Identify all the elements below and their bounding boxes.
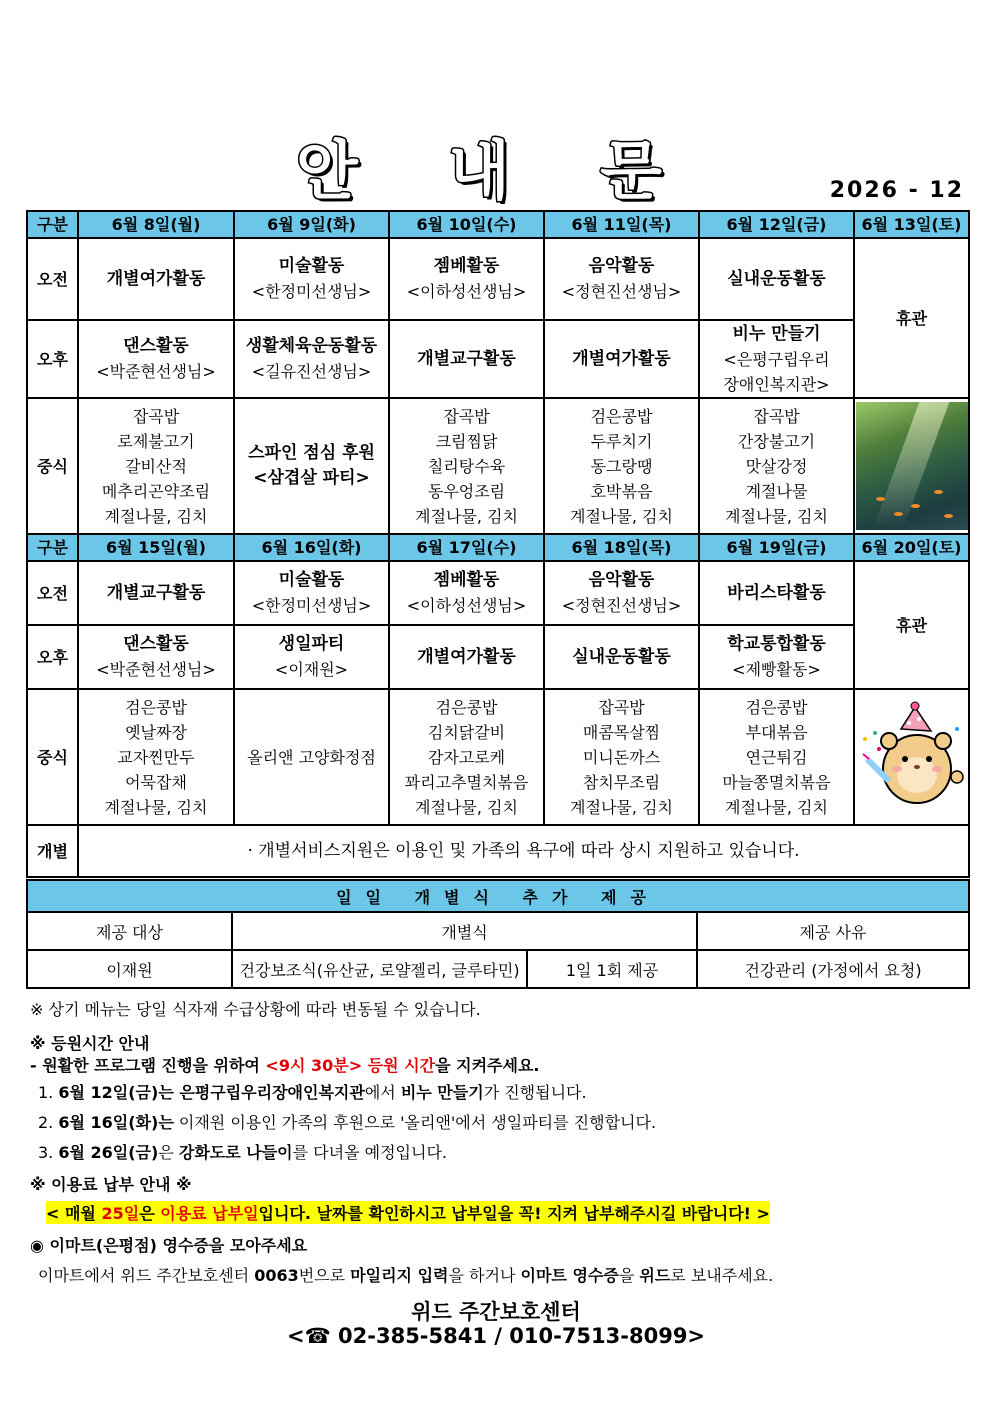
extra-meal-table — [26, 879, 970, 989]
extra-header: 개별식 — [232, 912, 697, 950]
extra-header: 제공 사유 — [697, 912, 969, 950]
activity-cell: 실내운동활동 — [544, 625, 699, 689]
extra-header-row — [27, 912, 969, 950]
menu-cell: 잡곡밥 간장불고기 맛살강정 계절나물 계절나물, 김치 — [699, 398, 854, 534]
hamster-party-icon — [857, 699, 967, 809]
header-label: 구분 — [27, 211, 78, 238]
menu-cell: 잡곡밥 로제불고기 갈비산적 메추리곤약조림 계절나물, 김치 — [78, 398, 234, 534]
activity-cell: 개별여가활동 — [544, 320, 699, 398]
day-header: 6월 16일(화) — [234, 534, 389, 561]
menu-cell: 검은콩밥 옛날짜장 교자찐만두 어묵잡채 계절나물, 김치 — [78, 689, 234, 825]
closed-cell: 휴관 — [854, 238, 969, 398]
emart-heading: ◉ 이마트(은평점) 영수증을 모아주세요 — [30, 1236, 308, 1255]
week2-lunch-row — [27, 689, 969, 825]
menu-cell: 검은콩밥 김치닭갈비 감자고로케 꽈리고추멸치볶음 계절나물, 김치 — [389, 689, 544, 825]
activity-cell: 개별여가활동 — [78, 238, 234, 320]
notice-item-3: 3. 6월 26일(금)은 강화도로 나들이를 다녀올 예정입니다. — [38, 1143, 448, 1162]
activity-cell: 학교통합활동 <제빵활동> — [699, 625, 854, 689]
emart-line: 이마트에서 위드 주간보호센터 0063번으로 마일리지 입력을 하거나 이마트 영수증을 위드로 보내주세요. — [38, 1266, 774, 1285]
menu-cell: 검은콩밥 부대볶음 연근튀김 마늘쫑멸치볶음 계절나물, 김치 — [699, 689, 854, 825]
individual-note: · 개별서비스지원은 이용인 및 가족의 욕구에 따라 상시 지원하고 있습니다. — [78, 825, 969, 877]
notice-item-1: 1. 6월 12일(금)는 은평구립우리장애인복지관에서 비누 만들기가 진행됩니다. — [38, 1083, 587, 1102]
extra-cell: 1일 1회 제공 — [527, 950, 697, 988]
week2-am-row — [27, 561, 969, 625]
activity-cell: 미술활동 <한정미선생님> — [234, 238, 389, 320]
activity-cell: 미술활동 <한정미선생님> — [234, 561, 389, 625]
day-header: 6월 15일(월) — [78, 534, 234, 561]
activity-cell: 바리스타활동 — [699, 561, 854, 625]
weekly-schedule-table — [26, 210, 970, 878]
menu-cell: 스파인 점심 후원 <삼겹살 파티> — [234, 398, 389, 534]
row-label-individual: 개별 — [27, 825, 78, 877]
row-label-pm: 오후 — [27, 625, 78, 689]
week1-lunch-row — [27, 398, 969, 534]
row-label-lunch: 중식 — [27, 398, 78, 534]
activity-cell: 개별여가활동 — [389, 625, 544, 689]
activity-cell: 음악활동 <정현진선생님> — [544, 561, 699, 625]
extra-banner: 일일 개별식 추가 제공 — [27, 880, 969, 912]
day-header: 6월 20일(토) — [854, 534, 969, 561]
activity-cell: 비누 만들기 <은평구립우리 장애인복지관> — [699, 320, 854, 398]
row-label-pm: 오후 — [27, 320, 78, 398]
header-label: 구분 — [27, 534, 78, 561]
activity-cell: 실내운동활동 — [699, 238, 854, 320]
week1-am-row — [27, 238, 969, 320]
photo-cell — [854, 398, 969, 534]
activity-cell: 개별교구활동 — [389, 320, 544, 398]
row-label-lunch: 중식 — [27, 689, 78, 825]
center-name: 위드 주간보호센터 — [411, 1300, 581, 1324]
activity-cell: 생일파티 <이재원> — [234, 625, 389, 689]
menu-cell: 검은콩밥 두루치기 동그랑땡 호박볶음 계절나물, 김치 — [544, 398, 699, 534]
activity-cell: 댄스활동 <박준현선생님> — [78, 320, 234, 398]
week2-header-row — [27, 534, 969, 561]
day-header: 6월 13일(토) — [854, 211, 969, 238]
row-label-am: 오전 — [27, 238, 78, 320]
individual-row — [27, 825, 969, 877]
fee-heading: ※ 이용료 납부 안내 ※ — [30, 1175, 192, 1194]
activity-cell: 댄스활동 <박준현선생님> — [78, 625, 234, 689]
row-label-am: 오전 — [27, 561, 78, 625]
menu-cell: 올리앤 고양화정점 — [234, 689, 389, 825]
notice-item-2: 2. 6월 16일(화)는 이재원 이용인 가족의 후원으로 '올리앤'에서 생일파티를 진행합니다. — [38, 1113, 657, 1132]
extra-header: 제공 대상 — [27, 912, 232, 950]
fee-line: < 매월 25일은 이용료 납부일입니다. 날짜를 확인하시고 납부일을 꼭! 지켜 납부해주시길 바랍니다! > — [46, 1201, 770, 1224]
menu-note: ※ 상기 메뉴는 당일 식자재 수급상황에 따라 변동될 수 있습니다. — [30, 1000, 481, 1019]
activity-cell: 젬베활동 <이하성선생님> — [389, 238, 544, 320]
day-header: 6월 9일(화) — [234, 211, 389, 238]
activity-cell: 생활체육운동활동 <길유진선생님> — [234, 320, 389, 398]
extra-banner-row — [27, 880, 969, 912]
extra-data-row — [27, 950, 969, 988]
day-header: 6월 11일(목) — [544, 211, 699, 238]
day-header: 6월 17일(수) — [389, 534, 544, 561]
menu-cell: 잡곡밥 매콤목살찜 미니돈까스 참치무조림 계절나물, 김치 — [544, 689, 699, 825]
illustration-cell — [854, 689, 969, 825]
aquarium-photo — [856, 402, 968, 530]
day-header: 6월 19일(금) — [699, 534, 854, 561]
issue-number: 2026 - 12 — [829, 178, 964, 203]
day-header: 6월 10일(수) — [389, 211, 544, 238]
arrival-line: - 원활한 프로그램 진행을 위하여 <9시 30분> 등원 시간을 지켜주세요. — [30, 1056, 540, 1075]
extra-cell: 이재원 — [27, 950, 232, 988]
week2-pm-row — [27, 625, 969, 689]
menu-cell: 잡곡밥 크림찜닭 칠리탕수육 동우엉조림 계절나물, 김치 — [389, 398, 544, 534]
activity-cell: 젬베활동 <이하성선생님> — [389, 561, 544, 625]
page-title: 안 내 문 — [295, 135, 697, 209]
center-phone: <☎ 02-385-5841 / 010-7513-8099> — [286, 1324, 706, 1348]
day-header: 6월 12일(금) — [699, 211, 854, 238]
extra-cell: 건강보조식(유산균, 로얄젤리, 글루타민) — [232, 950, 527, 988]
day-header: 6월 18일(목) — [544, 534, 699, 561]
week1-pm-row — [27, 320, 969, 398]
day-header: 6월 8일(월) — [78, 211, 234, 238]
closed-cell: 휴관 — [854, 561, 969, 689]
arrival-heading: ※ 등원시간 안내 — [30, 1034, 150, 1053]
activity-cell: 개별교구활동 — [78, 561, 234, 625]
activity-cell: 음악활동 <정현진선생님> — [544, 238, 699, 320]
extra-cell: 건강관리 (가정에서 요청) — [697, 950, 969, 988]
week1-header-row — [27, 211, 969, 238]
